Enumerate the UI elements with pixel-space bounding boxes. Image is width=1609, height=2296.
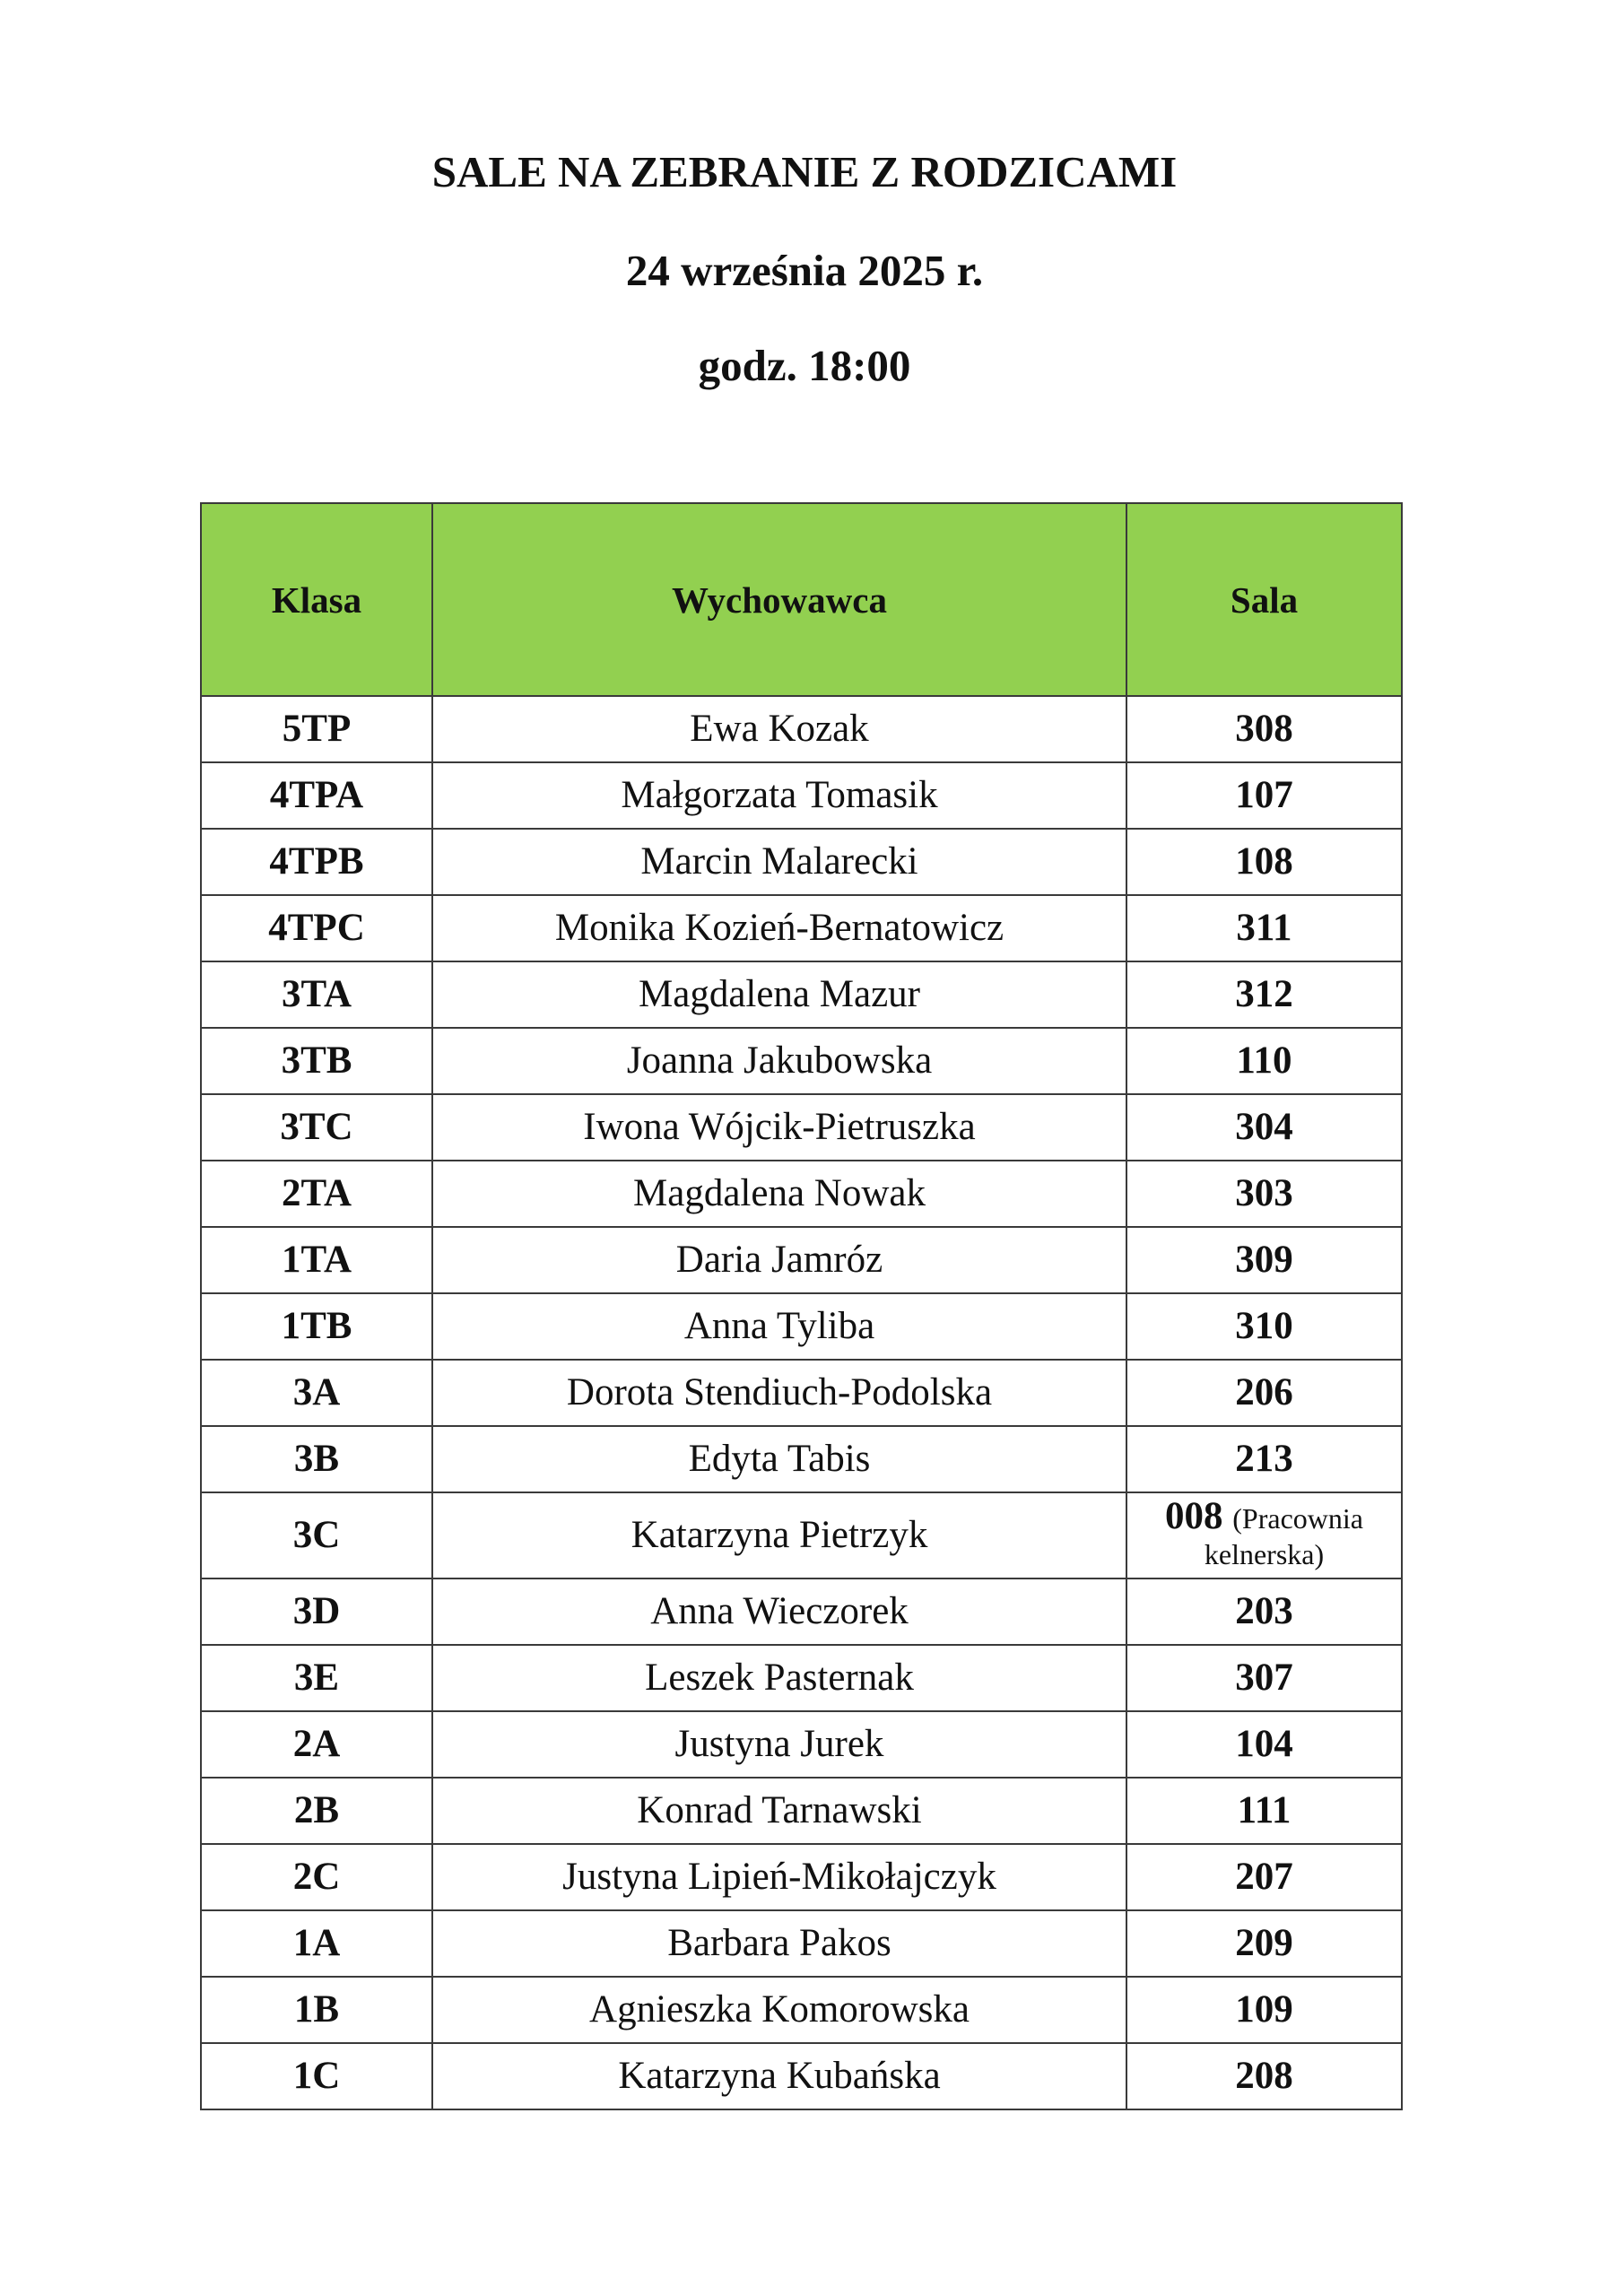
cell-klasa: 3B [201, 1426, 432, 1492]
cell-sala: 111 [1126, 1778, 1402, 1844]
cell-wychowawca: Iwona Wójcik-Pietruszka [432, 1094, 1126, 1161]
cell-sala: 207 [1126, 1844, 1402, 1910]
table-row [201, 1227, 1402, 1293]
document-title: SALE NA ZEBRANIE Z RODZICAMI [431, 147, 1178, 196]
table-row [201, 1426, 1402, 1492]
cell-klasa: 1B [201, 1977, 432, 2043]
table-row [201, 1360, 1402, 1426]
cell-wychowawca: Anna Tyliba [432, 1293, 1126, 1360]
cell-wychowawca: Konrad Tarnawski [432, 1778, 1126, 1844]
cell-sala: 309 [1126, 1227, 1402, 1293]
cell-wychowawca: Anna Wieczorek [432, 1578, 1126, 1645]
table-row [201, 961, 1402, 1028]
table-row [201, 829, 1402, 895]
cell-sala: 109 [1126, 1977, 1402, 2043]
table-row [201, 895, 1402, 961]
cell-sala [1126, 1492, 1402, 1578]
cell-sala: 208 [1126, 2043, 1402, 2109]
cell-wychowawca: Barbara Pakos [432, 1910, 1126, 1977]
cell-klasa: 5TP [201, 696, 432, 762]
table-row [201, 1492, 1402, 1578]
table-row [201, 1910, 1402, 1977]
cell-klasa: 2B [201, 1778, 432, 1844]
cell-klasa: 3D [201, 1578, 432, 1645]
meeting-date: 24 września 2025 r. [625, 246, 984, 295]
cell-sala: 213 [1126, 1426, 1402, 1492]
cell-sala: 307 [1126, 1645, 1402, 1711]
sala-number-with-note [1127, 1495, 1401, 1537]
rooms-table [200, 502, 1403, 2110]
cell-sala: 304 [1126, 1094, 1402, 1161]
cell-klasa: 2A [201, 1711, 432, 1778]
cell-sala: 203 [1126, 1578, 1402, 1645]
cell-sala: 206 [1126, 1360, 1402, 1426]
table-header-row [201, 503, 1402, 696]
table-row [201, 2043, 1402, 2109]
cell-wychowawca: Agnieszka Komorowska [432, 1977, 1126, 2043]
cell-sala: 311 [1126, 895, 1402, 961]
column-header-sala: Sala [1126, 503, 1402, 696]
table-row [201, 1711, 1402, 1778]
table-row [201, 1645, 1402, 1711]
sala-number: 008 [1165, 1495, 1223, 1537]
table-row [201, 696, 1402, 762]
cell-sala: 303 [1126, 1161, 1402, 1227]
cell-klasa: 3TC [201, 1094, 432, 1161]
table-row [201, 1161, 1402, 1227]
table-row [201, 1293, 1402, 1360]
cell-klasa: 3C [201, 1492, 432, 1578]
cell-wychowawca: Daria Jamróz [432, 1227, 1126, 1293]
cell-klasa: 1A [201, 1910, 432, 1977]
cell-sala: 310 [1126, 1293, 1402, 1360]
cell-sala: 108 [1126, 829, 1402, 895]
cell-wychowawca: Leszek Pasternak [432, 1645, 1126, 1711]
cell-wychowawca: Ewa Kozak [432, 696, 1126, 762]
table-row [201, 762, 1402, 829]
cell-wychowawca: Katarzyna Kubańska [432, 2043, 1126, 2109]
cell-klasa: 3E [201, 1645, 432, 1711]
column-header-wychowawca: Wychowawca [432, 503, 1126, 696]
cell-klasa: 2C [201, 1844, 432, 1910]
cell-klasa: 1C [201, 2043, 432, 2109]
cell-wychowawca: Małgorzata Tomasik [432, 762, 1126, 829]
table-row [201, 1778, 1402, 1844]
cell-klasa: 4TPA [201, 762, 432, 829]
cell-klasa: 4TPB [201, 829, 432, 895]
column-header-klasa: Klasa [201, 503, 432, 696]
sala-note-line-2: kelnerska) [1204, 1538, 1325, 1570]
cell-sala: 110 [1126, 1028, 1402, 1094]
cell-wychowawca: Monika Kozień-Bernatowicz [432, 895, 1126, 961]
cell-wychowawca: Magdalena Mazur [432, 961, 1126, 1028]
table-row [201, 1844, 1402, 1910]
table-row [201, 1094, 1402, 1161]
table-row [201, 1977, 1402, 2043]
cell-sala: 104 [1126, 1711, 1402, 1778]
cell-wychowawca: Joanna Jakubowska [432, 1028, 1126, 1094]
cell-wychowawca: Justyna Jurek [432, 1711, 1126, 1778]
cell-wychowawca: Katarzyna Pietrzyk [432, 1492, 1126, 1578]
cell-sala: 209 [1126, 1910, 1402, 1977]
cell-sala: 308 [1126, 696, 1402, 762]
cell-klasa: 2TA [201, 1161, 432, 1227]
sala-note-line-1: (Pracownia [1232, 1502, 1363, 1535]
cell-klasa: 3TA [201, 961, 432, 1028]
cell-klasa: 4TPC [201, 895, 432, 961]
cell-klasa: 1TB [201, 1293, 432, 1360]
cell-sala: 312 [1126, 961, 1402, 1028]
cell-klasa: 1TA [201, 1227, 432, 1293]
table-row [201, 1028, 1402, 1094]
cell-wychowawca: Marcin Malarecki [432, 829, 1126, 895]
cell-wychowawca: Dorota Stendiuch-Podolska [432, 1360, 1126, 1426]
cell-klasa: 3TB [201, 1028, 432, 1094]
cell-sala: 107 [1126, 762, 1402, 829]
cell-wychowawca: Edyta Tabis [432, 1426, 1126, 1492]
cell-wychowawca: Justyna Lipień-Mikołajczyk [432, 1844, 1126, 1910]
cell-klasa: 3A [201, 1360, 432, 1426]
cell-wychowawca: Magdalena Nowak [432, 1161, 1126, 1227]
table-row [201, 1578, 1402, 1645]
meeting-time: godz. 18:00 [698, 341, 911, 390]
